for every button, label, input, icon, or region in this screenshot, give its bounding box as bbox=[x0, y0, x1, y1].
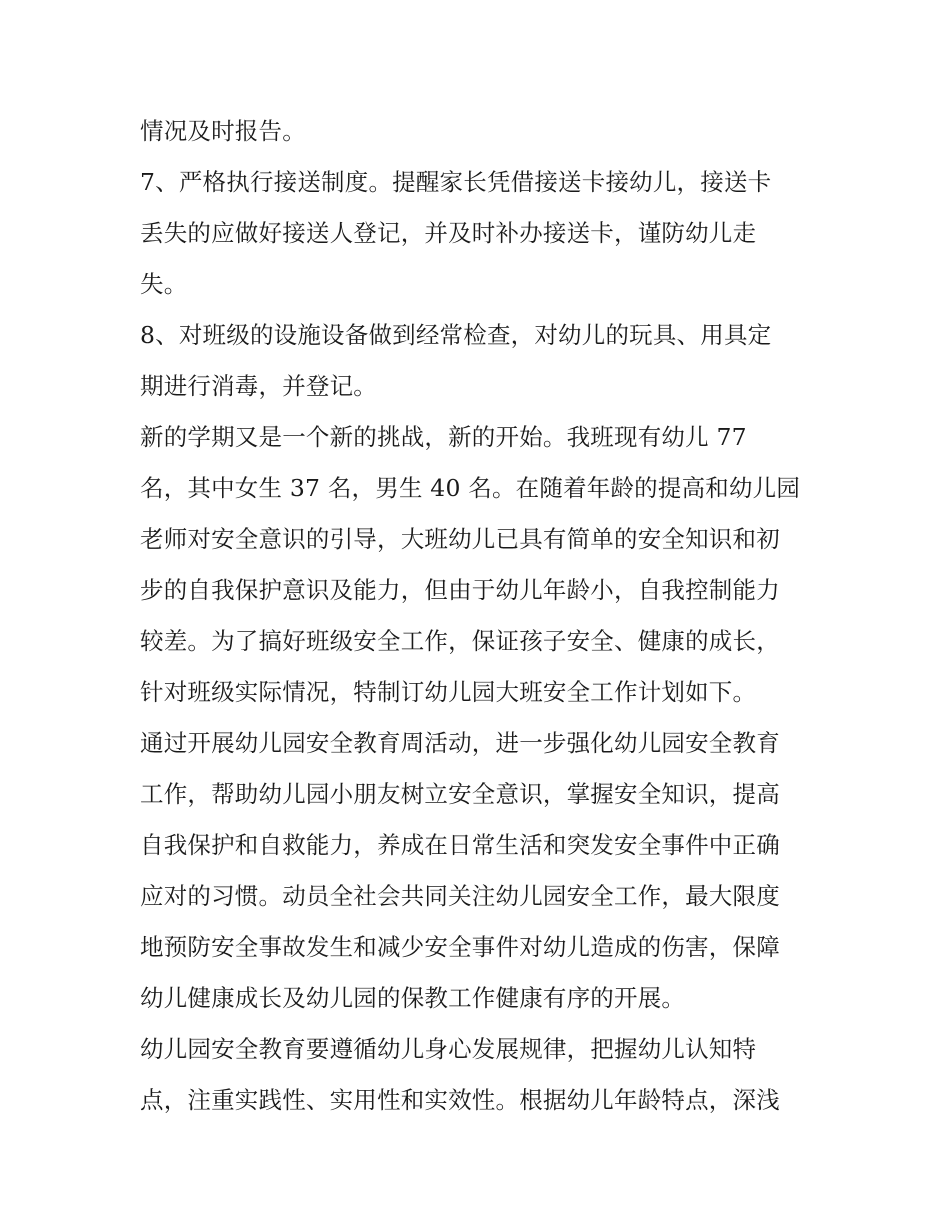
text-line: 情况及时报告。 bbox=[140, 117, 306, 145]
text-line: 针对班级实际情况，特制订幼儿园大班安全工作计划如下。 bbox=[140, 678, 757, 706]
text-line: 幼儿园安全教育要遵循幼儿身心发展规律，把握幼儿认知特 bbox=[140, 1035, 757, 1063]
text-line: 较差。为了搞好班级安全工作，保证孩子安全、健康的成长， bbox=[140, 627, 780, 655]
text-line: 丢失的应做好接送人登记，并及时补办接送卡，谨防幼儿走 bbox=[140, 219, 757, 247]
text-line: 期进行消毒，并登记。 bbox=[140, 372, 377, 400]
text-line: 7、严格执行接送制度。提醒家长凭借接送卡接幼儿，接送卡 bbox=[140, 168, 772, 196]
text-line: 名，其中女生 37 名，男生 40 名。在随着年龄的提高和幼儿园 bbox=[140, 474, 801, 502]
text-line: 8、对班级的设施设备做到经常检查，对幼儿的玩具、用具定 bbox=[140, 321, 772, 349]
text-line: 点，注重实践性、实用性和实效性。根据幼儿年龄特点，深浅 bbox=[140, 1086, 780, 1114]
text-line: 步的自我保护意识及能力，但由于幼儿年龄小，自我控制能力 bbox=[140, 576, 780, 604]
text-line: 地预防安全事故发生和减少安全事件对幼儿造成的伤害，保障 bbox=[140, 933, 780, 961]
text-line: 通过开展幼儿园安全教育周活动，进一步强化幼儿园安全教育 bbox=[140, 729, 780, 757]
text-line: 工作，帮助幼儿园小朋友树立安全意识，掌握安全知识，提高 bbox=[140, 780, 780, 808]
text-line: 应对的习惯。动员全社会共同关注幼儿园安全工作，最大限度 bbox=[140, 882, 780, 910]
text-line: 老师对安全意识的引导，大班幼儿已具有简单的安全知识和初 bbox=[140, 525, 780, 553]
document-body bbox=[140, 106, 820, 1126]
text-line: 自我保护和自救能力，养成在日常生活和突发安全事件中正确 bbox=[140, 831, 780, 859]
text-line: 幼儿健康成长及幼儿园的保教工作健康有序的开展。 bbox=[140, 984, 686, 1012]
text-line: 新的学期又是一个新的挑战，新的开始。我班现有幼儿 77 bbox=[140, 423, 747, 451]
text-line: 失。 bbox=[140, 270, 188, 298]
